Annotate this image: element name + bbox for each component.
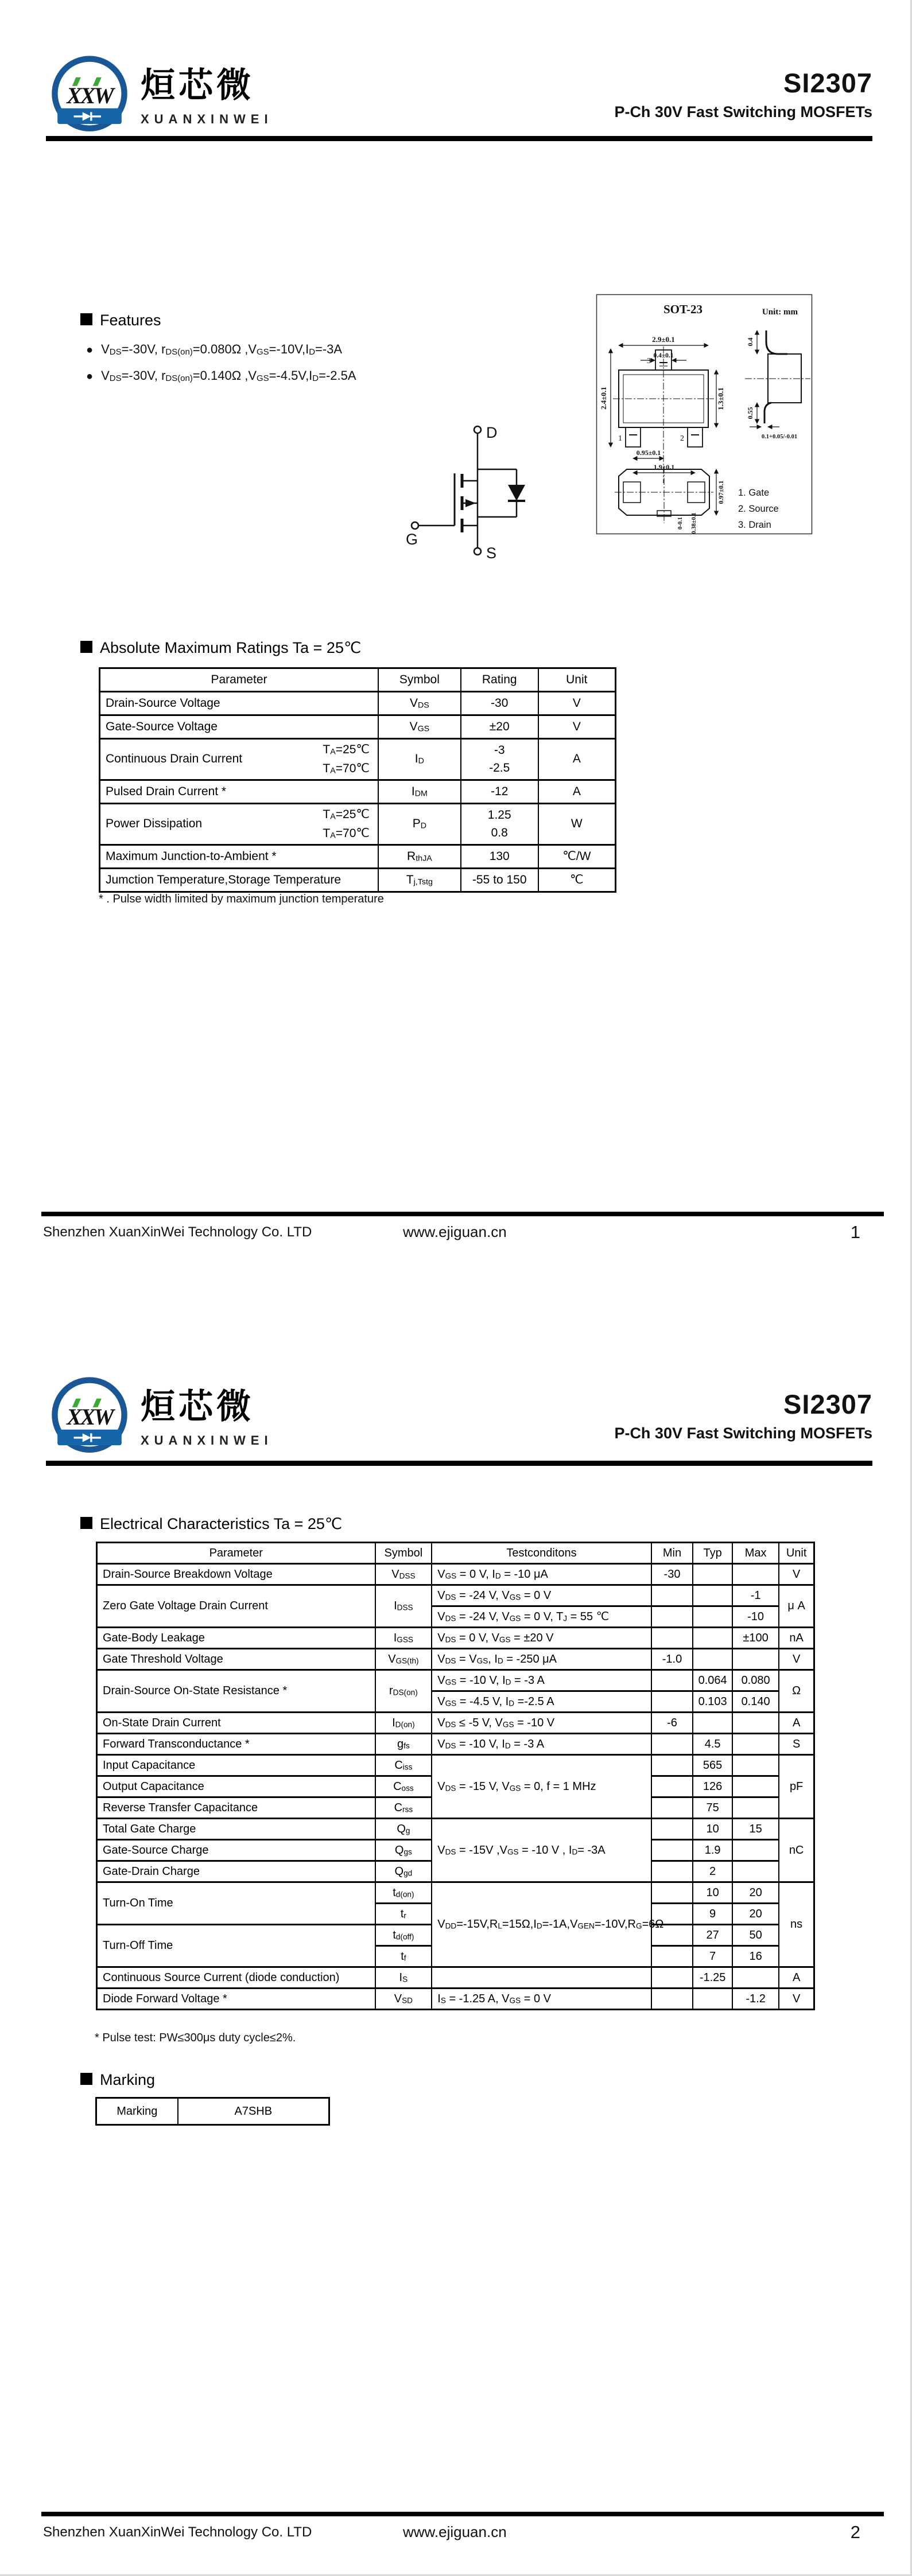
dim-height2: 0.97±0.1: [718, 480, 725, 504]
table-cell: $I_S = -1.25$ A, $V_{GS} = 0$ V: [432, 1989, 651, 2010]
table-cell: Gate-Body Leakage: [97, 1628, 375, 1649]
table-cell: [693, 1713, 732, 1734]
table-row: [97, 1564, 814, 1585]
part-number: SI2307: [783, 68, 872, 98]
table-cell: S: [779, 1734, 814, 1755]
header-cell: Max: [732, 1543, 779, 1564]
footer-company: Shenzhen XuanXinWei Technology Co. LTD: [43, 2524, 312, 2540]
table-row: [97, 1543, 814, 1564]
section-marker-icon: [80, 641, 92, 653]
pin3-number: 3: [647, 357, 651, 365]
footer-company: Shenzhen XuanXinWei Technology Co. LTD: [43, 1224, 312, 1240]
table-cell: [732, 1734, 779, 1755]
page2-header: [49, 1376, 872, 1465]
table-cell: Reverse Transfer Capacitance: [97, 1797, 375, 1819]
table-cell: [651, 1628, 693, 1649]
drain-label: D: [486, 424, 498, 441]
table-cell: 10: [693, 1882, 732, 1904]
table-cell: Power Dissipation $T_A=25℃$ $T_A=70℃$: [100, 804, 378, 845]
feature-text: $V_{DS}=-30V$, $r_{DS(on)}=0.140\Omega$ $,V_{GS}=-4.5V,I_D=-2.5A$: [101, 368, 356, 383]
table-cell: $V_{DS} = -15V$ $,V_{GS} = -10$ V , $I_D= -3A$: [432, 1819, 651, 1882]
table-cell: $t_{d(off)}$: [375, 1925, 432, 1946]
table-cell: On-State Drain Current: [97, 1713, 375, 1734]
bullet-icon: ●: [86, 344, 94, 356]
table-cell: $I_{DM}$: [378, 780, 461, 804]
table-cell: [651, 1967, 693, 1989]
pin-legend-gate: 1. Gate: [738, 488, 770, 498]
table-cell: -12: [461, 780, 538, 804]
table-cell: 1.25 0.8: [461, 804, 538, 845]
elec-footnote: * Pulse test: PW≤300μs duty cycle≤2%.: [95, 2032, 296, 2044]
table-cell: [693, 1606, 732, 1628]
table-cell: 0.080: [732, 1670, 779, 1691]
table-row: [100, 739, 616, 780]
table-cell: [651, 1691, 693, 1713]
channel-arrow: [465, 499, 476, 507]
table-cell: 27: [693, 1925, 732, 1946]
table-cell: A: [538, 739, 616, 780]
feature-item: [86, 342, 342, 357]
body-diode: [508, 485, 525, 501]
table-row: [97, 1755, 814, 1776]
table-cell: Zero Gate Voltage Drain Current: [97, 1585, 375, 1628]
table-cell: $Q_g$: [375, 1819, 432, 1840]
table-cell: -30: [651, 1564, 693, 1585]
part-subtitle: P-Ch 30V Fast Switching MOSFETs: [614, 1425, 872, 1442]
title-block: [614, 1391, 872, 1442]
table-cell: [651, 1670, 693, 1691]
table-cell: -1: [732, 1585, 779, 1606]
company-logo-icon: [49, 55, 130, 136]
page1-header: [49, 55, 872, 143]
table-cell: $V_{DS} = V_{GS}$, $I_D = -250$ μA: [432, 1649, 651, 1670]
header-cell: Symbol: [375, 1543, 432, 1564]
table-cell: 0.103: [693, 1691, 732, 1713]
brand-name-cn: 烜芯微: [141, 65, 254, 106]
feature-text: $V_{DS}=-30V$, $r_{DS(on)}=0.080\Omega$ $,V_{GS}=-10V,I_D=-3A$: [101, 342, 343, 357]
table-cell: A: [779, 1967, 814, 1989]
table-cell: [732, 1564, 779, 1585]
table-cell: $C_{iss}$: [375, 1755, 432, 1776]
table-row: [97, 1734, 814, 1755]
dim-body-height: 1.3±0.1: [716, 387, 725, 410]
table-cell: Continuous Drain Current $T_A=25℃$ $T_A=70℃$: [100, 739, 378, 780]
marking-title: Marking: [100, 2071, 156, 2088]
table-cell: V: [779, 1989, 814, 2010]
table-cell: 75: [693, 1797, 732, 1819]
table-cell: V: [779, 1564, 814, 1585]
absmax-footnote: * . Pulse width limited by maximum junction temperature: [99, 893, 384, 905]
table-cell: nC: [779, 1819, 814, 1882]
source-label: S: [486, 544, 497, 562]
unit-label: Unit: mm: [762, 308, 798, 317]
table-cell: $R_{thJA}$: [378, 845, 461, 869]
table-cell: $g_{fs}$: [375, 1734, 432, 1755]
table-cell: $V_{DSS}$: [375, 1564, 432, 1585]
table-cell: $Q_{gd}$: [375, 1861, 432, 1882]
dim-pad: 0.38±0.1: [691, 512, 697, 534]
table-cell: $V_{DS} = -15$ V, $V_{GS} = 0$, f = 1 MHz: [432, 1755, 651, 1819]
table-cell: A7SHB: [178, 2098, 329, 2125]
header-cell: Symbol: [378, 668, 461, 692]
table-row: [97, 1649, 814, 1670]
table-cell: $V_{DS} = -10$ V, $I_D = -3$ A: [432, 1734, 651, 1755]
table-cell: $V_{GS} = -10$ V, $I_D = -3$ A: [432, 1670, 651, 1691]
table-cell: V: [538, 692, 616, 715]
part-subtitle: P-Ch 30V Fast Switching MOSFETs: [614, 103, 872, 120]
table-cell: $V_{SD}$: [375, 1989, 432, 2010]
table-cell: [693, 1989, 732, 2010]
table-cell: -10: [732, 1606, 779, 1628]
table-cell: ±100: [732, 1628, 779, 1649]
table-row: [97, 1585, 814, 1606]
dim-pitch: 0.95±0.1: [636, 449, 661, 457]
table-cell: 10: [693, 1819, 732, 1840]
table-cell: -30: [461, 692, 538, 715]
table-cell: Total Gate Charge: [97, 1819, 375, 1840]
marking-table: [95, 2097, 330, 2126]
table-cell: $V_{GS} = -4.5$ V, $I_D =-2.5$ A: [432, 1691, 651, 1713]
table-cell: [651, 1819, 693, 1840]
table-cell: nA: [779, 1628, 814, 1649]
table-cell: Maximum Junction-to-Ambient *: [100, 845, 378, 869]
table-cell: $V_{DS} = -24$ V, $V_{GS} = 0$ V: [432, 1585, 651, 1606]
table-row: [100, 668, 616, 692]
table-cell: Continuous Source Current (diode conduction): [97, 1967, 375, 1989]
gate-label: G: [406, 531, 418, 548]
table-row: [97, 1819, 814, 1840]
table-cell: Drain-Source Voltage: [100, 692, 378, 715]
table-cell: [651, 1882, 693, 1904]
footer-website: www.ejiguan.cn: [403, 2523, 507, 2540]
pin1-number: 1: [618, 434, 622, 443]
table-cell: V: [538, 715, 616, 739]
table-cell: Diode Forward Voltage *: [97, 1989, 375, 2010]
logo-text: XXW: [67, 1404, 112, 1430]
table-cell: 16: [732, 1946, 779, 1967]
table-cell: $I_{DSS}$: [375, 1585, 432, 1628]
pin2-number: 2: [680, 434, 684, 443]
pin-legend-source: 2. Source: [738, 504, 779, 514]
title-block: [614, 69, 872, 121]
table-row: [100, 804, 616, 845]
table-cell: Turn-On Time: [97, 1882, 375, 1925]
header-cell: Typ: [693, 1543, 732, 1564]
table-cell: $T_{j,Tstg}$: [378, 869, 461, 892]
package-drawing: [596, 294, 813, 535]
table-cell: $V_{DS} \le -5$ V, $V_{GS} = -10$ V: [432, 1713, 651, 1734]
table-cell: [732, 1797, 779, 1819]
table-cell: Input Capacitance: [97, 1755, 375, 1776]
table-cell: Ω: [779, 1670, 814, 1713]
header-cell: Parameter: [97, 1543, 375, 1564]
part-number: SI2307: [783, 1389, 872, 1419]
table-cell: [732, 1861, 779, 1882]
marking-section-title: [80, 2071, 155, 2089]
table-row: [97, 1967, 814, 1989]
table-cell: [651, 1989, 693, 2010]
table-cell: Marking: [96, 2098, 178, 2125]
table-row: [96, 2098, 329, 2125]
table-cell: ℃/W: [538, 845, 616, 869]
table-row: [100, 692, 616, 715]
table-cell: [651, 1585, 693, 1606]
table-cell: [651, 1946, 693, 1967]
table-cell: 20: [732, 1882, 779, 1904]
table-cell: Gate-Source Charge: [97, 1840, 375, 1861]
table-cell: -55 to 150: [461, 869, 538, 892]
table-cell: $I_D$: [378, 739, 461, 780]
dim-lead-thickness: 0.1+0.05/-0.01: [761, 434, 798, 440]
table-cell: $t_{d(on)}$: [375, 1882, 432, 1904]
bullet-icon: ●: [86, 370, 94, 383]
dim-pin-width: 0.4±0.1: [653, 352, 674, 359]
table-cell: Jumction Temperature,Storage Temperature: [100, 869, 378, 892]
table-cell: $V_{DS} = -24$ V, $V_{GS} = 0$ V, $T_J = 55$ ℃: [432, 1606, 651, 1628]
table-row: [100, 780, 616, 804]
table-cell: [651, 1734, 693, 1755]
table-cell: [693, 1585, 732, 1606]
table-cell: [732, 1755, 779, 1776]
header-cell: Rating: [461, 668, 538, 692]
table-cell: Gate-Source Voltage: [100, 715, 378, 739]
dim-standoff: 0-0.1: [677, 517, 684, 530]
table-cell: Output Capacitance: [97, 1776, 375, 1797]
features-title: Features: [100, 312, 161, 329]
table-cell: $I_S$: [375, 1967, 432, 1989]
header-cell: Parameter: [100, 668, 378, 692]
table-cell: $I_{GSS}$: [375, 1628, 432, 1649]
header-cell: Unit: [538, 668, 616, 692]
table-cell: Drain-Source Breakdown Voltage: [97, 1564, 375, 1585]
table-cell: 20: [732, 1904, 779, 1925]
table-row: [97, 1713, 814, 1734]
table-cell: [732, 1649, 779, 1670]
header-cell: Unit: [779, 1543, 814, 1564]
brand-block: [141, 58, 273, 127]
table-cell: A: [779, 1713, 814, 1734]
dim-span: 1.9±0.1: [653, 463, 675, 471]
table-cell: Turn-Off Time: [97, 1925, 375, 1967]
header-rule: [46, 136, 872, 141]
table-cell: 565: [693, 1755, 732, 1776]
package-title: SOT-23: [663, 302, 703, 316]
table-cell: 126: [693, 1776, 732, 1797]
table-cell: [651, 1797, 693, 1819]
table-cell: [732, 1776, 779, 1797]
dim-body-width: 2.9±0.1: [652, 335, 675, 344]
table-cell: $P_D$: [378, 804, 461, 845]
table-cell: 50: [732, 1925, 779, 1946]
table-cell: $V_{DS}$: [378, 692, 461, 715]
table-cell: ±20: [461, 715, 538, 739]
table-cell: -1.0: [651, 1649, 693, 1670]
table-cell: -1.2: [732, 1989, 779, 2010]
page1-footer: [43, 1222, 882, 1246]
table-cell: 130: [461, 845, 538, 869]
table-cell: $I_{D(on)}$: [375, 1713, 432, 1734]
table-cell: $V_{DS} = 0$ V, $V_{GS} = \pm 20$ V: [432, 1628, 651, 1649]
table-cell: $C_{oss}$: [375, 1776, 432, 1797]
page-number: 1: [850, 1222, 860, 1242]
header-rule: [46, 1461, 872, 1466]
brand-block: [141, 1379, 273, 1448]
table-cell: A: [538, 780, 616, 804]
table-cell: 4.5: [693, 1734, 732, 1755]
section-marker-icon: [80, 1517, 92, 1529]
table-cell: $V_{GS}$: [378, 715, 461, 739]
table-cell: 9: [693, 1904, 732, 1925]
table-cell: $r_{DS(on)}$: [375, 1670, 432, 1713]
table-row: [97, 1670, 814, 1691]
table-cell: W: [538, 804, 616, 845]
brand-name-latin: XUANXINWEI: [141, 112, 273, 126]
table-cell: 0.140: [732, 1691, 779, 1713]
dim-total-height: 2.4±0.1: [599, 387, 608, 410]
table-cell: $Q_{gs}$: [375, 1840, 432, 1861]
brand-name-latin: XUANXINWEI: [141, 1433, 273, 1447]
table-cell: [651, 1755, 693, 1776]
brand-name-cn: 烜芯微: [141, 1387, 254, 1427]
table-cell: Pulsed Drain Current *: [100, 780, 378, 804]
table-cell: -3 -2.5: [461, 739, 538, 780]
table-cell: 0.064: [693, 1670, 732, 1691]
table-cell: [732, 1840, 779, 1861]
table-row: [100, 715, 616, 739]
table-cell: Forward Transconductance *: [97, 1734, 375, 1755]
table-cell: 7: [693, 1946, 732, 1967]
table-cell: [651, 1840, 693, 1861]
footer-rule: [41, 1212, 884, 1216]
table-cell: $C_{rss}$: [375, 1797, 432, 1819]
section-marker-icon: [80, 313, 92, 325]
mosfet-symbol-icon: [399, 421, 551, 564]
page2-footer: [43, 2522, 882, 2546]
table-cell: [693, 1628, 732, 1649]
table-cell: Gate Threshold Voltage: [97, 1649, 375, 1670]
table-row: [97, 1628, 814, 1649]
features-section-title: [80, 312, 161, 329]
table-row: [100, 869, 616, 892]
table-row: [100, 845, 616, 869]
table-cell: [693, 1564, 732, 1585]
table-cell: [651, 1606, 693, 1628]
table-cell: $t_f$: [375, 1946, 432, 1967]
table-cell: -1.25: [693, 1967, 732, 1989]
table-cell: 2: [693, 1861, 732, 1882]
page-number: 2: [850, 2522, 860, 2542]
table-cell: $V_{GS} = 0$ V, $I_D = -10$ μA: [432, 1564, 651, 1585]
table-cell: $V_{DD}=-15V,R_L=15\Omega,I_D=-1A,V_{GEN}=-10V,R_G=6\Omega$: [432, 1882, 651, 1967]
elec-title: Electrical Characteristics Ta = 25℃: [100, 1515, 343, 1532]
logo-text: XXW: [67, 83, 112, 109]
table-cell: [651, 1861, 693, 1882]
table-cell: [651, 1776, 693, 1797]
header-cell: Min: [651, 1543, 693, 1564]
feature-item: [86, 368, 356, 383]
elec-table: [96, 1542, 815, 2010]
table-cell: pF: [779, 1755, 814, 1819]
table-row: [97, 1882, 814, 1904]
dim-lead-top: 0.4: [746, 337, 754, 347]
table-cell: V: [779, 1649, 814, 1670]
table-cell: $t_r$: [375, 1904, 432, 1925]
table-cell: [432, 1967, 651, 1989]
table-cell: Gate-Drain Charge: [97, 1861, 375, 1882]
table-cell: 15: [732, 1819, 779, 1840]
table-row: [97, 1989, 814, 2010]
section-marker-icon: [80, 2073, 92, 2085]
table-cell: ns: [779, 1882, 814, 1967]
header-cell: Testconditons: [432, 1543, 651, 1564]
table-cell: $V_{GS(th)}$: [375, 1649, 432, 1670]
absmax-title: Absolute Maximum Ratings Ta = 25℃: [100, 639, 362, 656]
absmax-section-title: [80, 639, 361, 657]
table-cell: Drain-Source On-State Resistance *: [97, 1670, 375, 1713]
table-cell: 1.9: [693, 1840, 732, 1861]
absmax-table: [99, 667, 616, 893]
company-logo-icon: [49, 1376, 130, 1457]
table-cell: [732, 1967, 779, 1989]
table-cell: [693, 1649, 732, 1670]
table-cell: -6: [651, 1713, 693, 1734]
table-cell: μ A: [779, 1585, 814, 1628]
footer-rule: [41, 2512, 884, 2516]
pin-legend-drain: 3. Drain: [738, 520, 771, 530]
elec-section-title: [80, 1515, 342, 1533]
table-cell: ℃: [538, 869, 616, 892]
table-cell: [732, 1713, 779, 1734]
footer-website: www.ejiguan.cn: [403, 1223, 507, 1240]
dim-lead-bottom: 0.55: [746, 407, 754, 419]
